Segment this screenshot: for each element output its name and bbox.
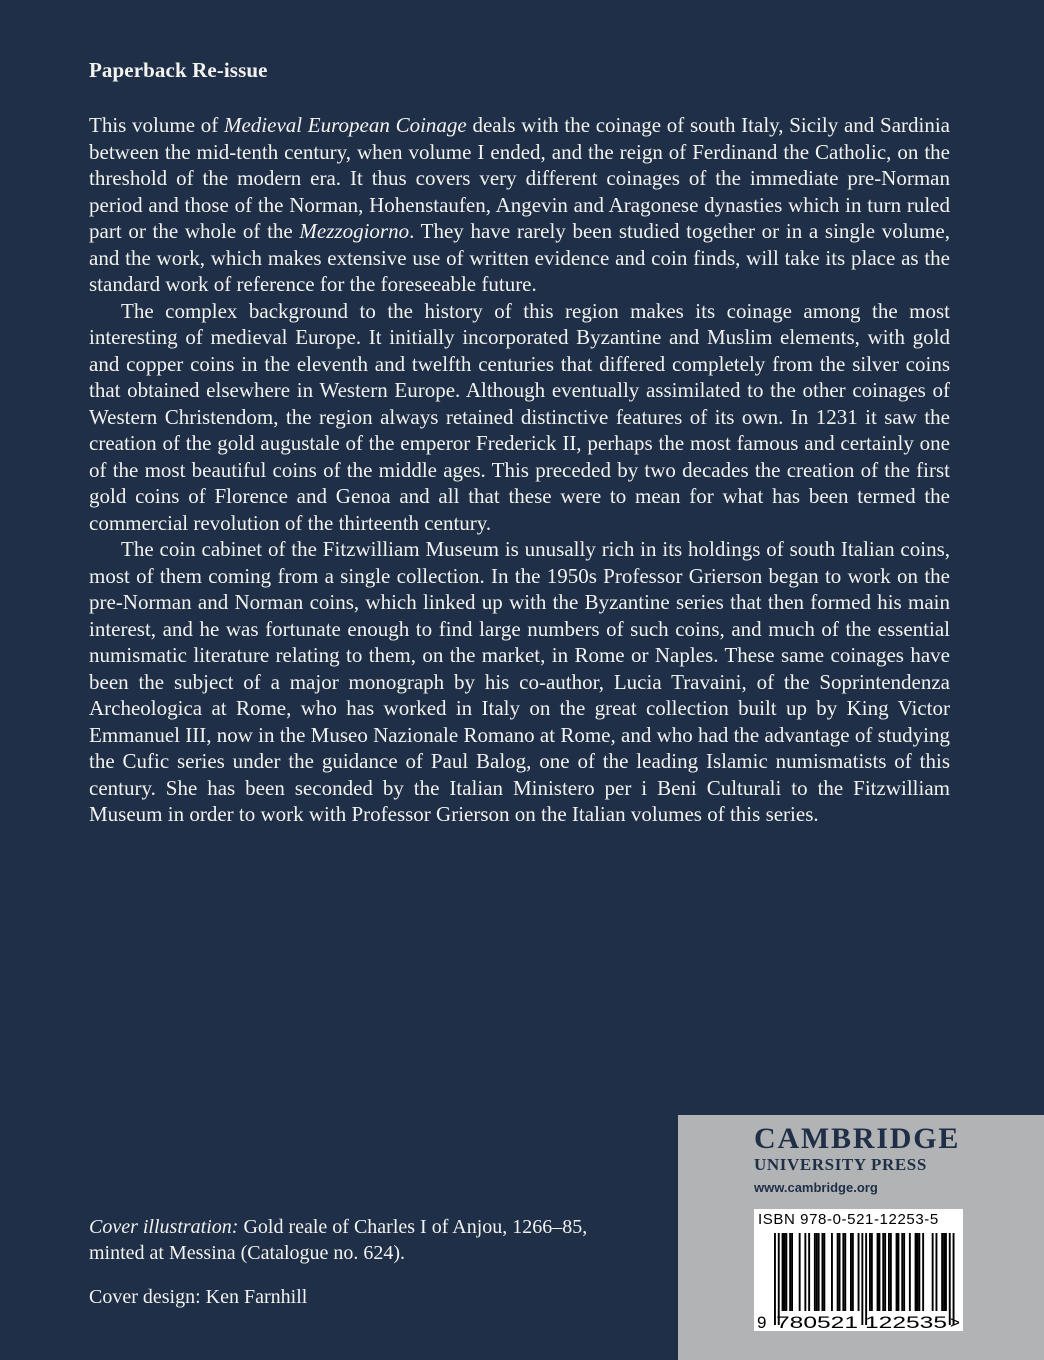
barcode-bar xyxy=(898,1233,900,1311)
barcode-bar xyxy=(941,1233,943,1311)
barcode-bar xyxy=(831,1233,833,1311)
barcode-bar xyxy=(782,1233,784,1311)
barcode-bar xyxy=(877,1233,879,1311)
barcode-bar xyxy=(861,1233,863,1325)
section-heading: Paperback Re-issue xyxy=(89,58,268,82)
cover-design-credit: Cover design: Ken Farnhill xyxy=(89,1286,308,1308)
paragraph-2: The complex background to the history of this region makes its coinage among the most interesting of medieval Europe. It initially incorporated Byzantine and Muslim elements, with gold and copper coins in the eleventh and twelfth centuries that differed completely from the silver coins that obtained elsewhere in Western Europe. Although eventually assimilated to the other coinages of Western Christendom, the region always retained distinctive features of its own. In 1231 it saw the creation of the gold augustale of the emperor Frederick II, perhaps the most famous and certainly one of the most beautiful coins of the middle ages. This preceded by two decades the creation of the first gold coins of Florence and Genoa and all that these were to mean for what has been termed the commercial revolution of the thirteenth century. xyxy=(89,298,950,535)
barcode-bar xyxy=(917,1233,919,1311)
publisher-url: www.cambridge.org xyxy=(754,1180,878,1195)
barcode-bar xyxy=(943,1233,945,1311)
barcode-bar xyxy=(799,1233,801,1311)
barcode-bar xyxy=(922,1233,924,1311)
blurb xyxy=(89,112,950,828)
barcode-bar xyxy=(932,1233,934,1311)
barcode-bar xyxy=(842,1233,844,1311)
barcode-bar xyxy=(808,1233,810,1311)
barcode-bar xyxy=(839,1233,841,1311)
barcode-bar xyxy=(822,1233,824,1311)
barcode-first-digit: 9 xyxy=(757,1313,767,1331)
barcode-bar xyxy=(818,1233,820,1311)
barcode-bar xyxy=(865,1233,867,1325)
barcode-left-digits: 780521 xyxy=(776,1313,858,1331)
barcode-bar xyxy=(789,1233,791,1311)
barcode-bar xyxy=(909,1233,911,1311)
barcode-bar xyxy=(890,1233,892,1311)
barcode-bar xyxy=(784,1233,786,1311)
barcode-bar xyxy=(774,1233,776,1325)
barcode-bar xyxy=(888,1233,890,1311)
barcode-bar xyxy=(804,1233,806,1311)
barcode-bar xyxy=(901,1233,903,1311)
barcode-bar xyxy=(915,1233,917,1311)
paragraph-3: The coin cabinet of the Fitzwilliam Museum is unusally rich in its holdings of south Italian coins, most of them coming from a single collection. In the 1950s Professor Grierson began to work on the pre-Norman and Norman coins, which linked up with the Byzantine series that then formed his main interest, and he was fortunate enough to find large numbers of such coins, and much of the essential numismatic literature relating to them, on the market, in Rome or Naples. These same coinages have been the subject of a major monograph by his co-author, Lucia Travaini, of the Soprintendenza Archeologica at Rome, who has worked in Italy on the great collection built up by King Victor Emmanuel III, now in the Museo Nazionale Romano at Rome, and who had the advantage of studying the Cufic series under the guidance of Paul Balog, one of the leading Islamic numismatists of this century. She has been seconded by the Italian Ministero per i Beni Culturali to the Fitzwilliam Museum in order to work with Professor Grierson on the Italian volumes of this series. xyxy=(89,537,950,826)
barcode-bar xyxy=(871,1233,873,1311)
barcode-bar xyxy=(903,1233,905,1311)
barcode-graphic xyxy=(754,1209,963,1331)
barcode-bar xyxy=(852,1233,854,1311)
barcode-bar xyxy=(837,1233,839,1311)
barcode-bar xyxy=(844,1233,846,1311)
cover-credits xyxy=(89,1214,609,1310)
barcode-bar xyxy=(814,1233,816,1311)
barcode-bar xyxy=(882,1233,884,1311)
barcode-bar xyxy=(850,1233,852,1311)
barcode-bar xyxy=(918,1233,920,1311)
barcode-bar xyxy=(816,1233,818,1311)
barcode-bar xyxy=(858,1233,860,1311)
barcode-bar xyxy=(896,1233,898,1311)
barcode-bar xyxy=(785,1233,787,1311)
barcode-right-digits: 122535 xyxy=(865,1313,947,1331)
barcode xyxy=(754,1209,963,1331)
cover-illustration-caption: Cover illustration: Gold reale of Charles I of Anjou, 1266–85, minted at Messina (Catalogue no. 624). xyxy=(89,1216,588,1264)
publisher-subtitle: UNIVERSITY PRESS xyxy=(754,1155,927,1174)
barcode-end-mark: > xyxy=(950,1313,960,1331)
barcode-bars xyxy=(774,1233,955,1325)
barcode-bar xyxy=(953,1233,955,1325)
barcode-bar xyxy=(879,1233,881,1311)
paragraph-1: This volume of Medieval European Coinage deals with the coinage of south Italy, Sicily and Sardinia between the mid-tenth century, when volume I ended, and the reign of Ferdinand the Catholic, on the threshold of the modern era. It thus covers very different coinages of the immediate pre-Norman period and those of the Norman, Hohenstaufen, Angevin and Aragonese dynasties which in turn ruled part or the whole of the Mezzogiorno. They have rarely been studied together or in a single volume, and the work, which makes extensive use of written evidence and coin finds, will take its place as the standard work of reference for the foreseeable future. xyxy=(89,113,950,296)
barcode-bar xyxy=(936,1233,938,1311)
barcode-bar xyxy=(945,1233,947,1311)
barcode-bar xyxy=(884,1233,886,1311)
isbn-label: ISBN 978-0-521-12253-5 xyxy=(758,1211,939,1228)
barcode-bar xyxy=(869,1233,871,1311)
barcode-bar xyxy=(791,1233,793,1311)
barcode-bar xyxy=(823,1233,825,1311)
publisher-name: CAMBRIDGE xyxy=(754,1122,961,1155)
barcode-bar xyxy=(949,1233,951,1325)
barcode-bar xyxy=(778,1233,780,1325)
